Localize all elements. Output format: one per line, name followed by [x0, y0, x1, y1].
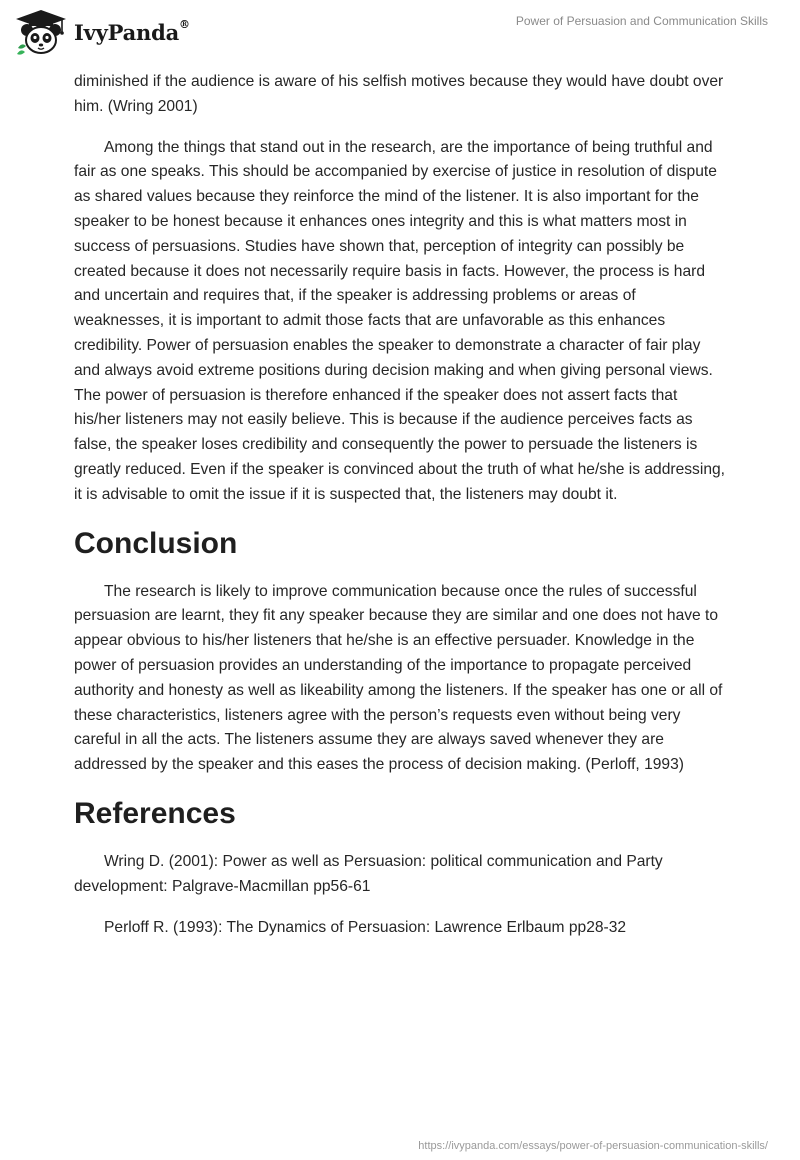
conclusion-paragraph: The research is likely to improve communication because once the rules of successful persuasion are learnt, they fit any speaker because they are similar and one does not have to appear obvious to his/her listeners that he/she is an effective persuader. Knowledge in the power of persuasion provides an understanding of the importance to propagate perceived authority and honesty as well as likeability among the listeners. If the speaker has one or all of these characteristics, listeners agree with the person’s requests even without being very careful in all the acts. The listeners assume they are always saved whenever they are addressed by the speaker and this eases the process of decision making. (Perloff, 1993) [74, 582, 723, 774]
reference-item: Wring D. (2001): Power as well as Persuasion: political communication and Party development: Palgrave-Macmillan pp56-61 [74, 852, 663, 895]
source-url[interactable]: https://ivypanda.com/essays/power-of-persuasion-communication-skills/ [418, 1140, 768, 1152]
brand-name: IvyPanda® [74, 17, 190, 45]
page-header [0, 0, 800, 64]
panda-mascot-icon [14, 8, 68, 56]
conclusion-heading: Conclusion [74, 526, 238, 560]
reference-item: Perloff R. (1993): The Dynamics of Persuasion: Lawrence Erlbaum pp28-32 [104, 918, 627, 936]
paragraph-main: Among the things that stand out in the research, are the importance of being truthful and fair as one speaks. This should be accompanied by exercise of justice in resolution of dispute as shared values because they reinforce the mind of the listener. It is also important for the speaker to be honest because it enhances ones integrity and this is what matters most in success of persuasions. Studies have shown that, perception of integrity can possibly be created because it does not necessarily require basis in facts. However, the process is hard and uncertain and requires that, if the speaker is addressing problems or areas of weaknesses, it is important to admit those facts that are unfavorable as this enhances credibility. Power of persuasion enables the speaker to demonstrate a character of fair play and always avoid extreme positions during decision making and when giving personal views. The power of persuasion is therefore enhanced if the speaker does not assert facts that his/her listeners may not easily believe. This is because if the audience perceives facts as false, the speaker loses credibility and consequently the power to persuade the listeners is greatly reduced. Even if the speaker is convinced about the truth of what he/she is addressing, it is advisable to omit the issue if it is suspected that, the listeners may doubt it. [74, 138, 725, 503]
document-title: Power of Persuasion and Communication Skills [515, 14, 768, 28]
brand-logo[interactable] [14, 8, 190, 56]
paragraph-intro: diminished if the audience is aware of his selfish motives because they would have doubt over him. (Wring 2001) [74, 73, 724, 115]
references-heading: References [74, 796, 236, 830]
essay-content [74, 70, 726, 940]
